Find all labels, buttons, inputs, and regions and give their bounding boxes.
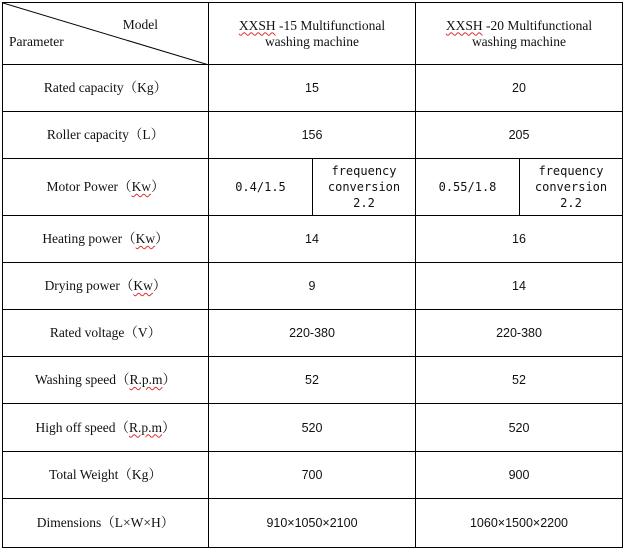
model-name-rest: -20 Multifunctional: [482, 17, 593, 33]
param-label: [3, 216, 209, 263]
param-label: Dimensions（L×W×H）: [3, 499, 209, 548]
model-header-xxsh-15: [209, 3, 416, 65]
table-row-motor-power: [3, 159, 623, 216]
freq-line-3: 2.2: [560, 196, 582, 210]
param-label-post: ）: [162, 372, 177, 387]
model-code: XXSH: [445, 17, 483, 33]
value-xxsh-20: 52: [416, 357, 623, 404]
model-code: XXSH: [238, 17, 276, 33]
param-label: Total Weight（Kg）: [3, 452, 209, 499]
model-name-rest: -15 Multifunctional: [275, 17, 386, 33]
table-row-roller-capacity: [3, 112, 623, 159]
model-header-xxsh-20: [416, 3, 623, 65]
value-xxsh-15: 9: [209, 263, 416, 310]
model-name-line-2: washing machine: [471, 33, 567, 49]
value-xxsh-20: 220-380: [416, 310, 623, 357]
param-label-pre: Washing speed（: [34, 372, 130, 387]
param-label: [3, 404, 209, 452]
specifications-table: [2, 2, 623, 548]
value-xxsh-20: 16: [416, 216, 623, 263]
table-row-dimensions: [3, 499, 623, 548]
value-xxsh-20: 205: [416, 112, 623, 159]
value-xxsh-15: 700: [209, 452, 416, 499]
motor-power-xxsh-15: 0.4/1.5: [209, 159, 313, 216]
table-row-heating-power: [3, 216, 623, 263]
param-label-pre: Heating power（: [42, 231, 136, 246]
param-label: Rated capacity（Kg）: [3, 65, 209, 112]
model-name-line-1: [416, 18, 622, 34]
value-xxsh-15: 520: [209, 404, 416, 452]
param-unit: R.p.m: [129, 372, 163, 387]
table-row-washing-speed: [3, 357, 623, 404]
freq-line-1: frequency: [331, 164, 397, 178]
param-label: Roller capacity（L）: [3, 112, 209, 159]
value-xxsh-15: 910×1050×2100: [209, 499, 416, 548]
param-label: [3, 357, 209, 404]
table-row-total-weight: [3, 452, 623, 499]
param-unit: Kw: [135, 231, 156, 246]
param-label-post: ）: [162, 419, 176, 435]
model-name-line-1: [209, 18, 415, 34]
param-label-post: ）: [151, 179, 165, 194]
param-label: [3, 159, 209, 216]
freq-line-3: 2.2: [353, 196, 375, 210]
frequency-conversion-xxsh-15: [313, 159, 416, 216]
param-label: Rated voltage（V）: [3, 310, 209, 357]
param-unit: Kw: [131, 179, 152, 194]
value-xxsh-20: 20: [416, 65, 623, 112]
motor-power-xxsh-20: 0.55/1.8: [416, 159, 520, 216]
frequency-conversion-xxsh-20: [520, 159, 623, 216]
value-xxsh-20: 14: [416, 263, 623, 310]
value-xxsh-20: 900: [416, 452, 623, 499]
param-unit: Kw: [133, 278, 153, 293]
diagonal-header-cell: [3, 3, 209, 65]
param-label-pre: Motor Power（: [46, 179, 132, 194]
param-label-pre: Drying power（: [44, 278, 134, 293]
value-xxsh-15: 156: [209, 112, 416, 159]
value-xxsh-15: 52: [209, 357, 416, 404]
param-label-pre: High off speed（: [35, 419, 129, 435]
value-xxsh-20: 1060×1500×2200: [416, 499, 623, 548]
table-row-high-off-speed: [3, 404, 623, 452]
value-xxsh-15: 220-380: [209, 310, 416, 357]
freq-line-2: conversion: [534, 180, 608, 194]
freq-line-2: conversion: [327, 180, 401, 194]
value-xxsh-20: 520: [416, 404, 623, 452]
table-row-drying-power: [3, 263, 623, 310]
param-label-post: ）: [152, 278, 167, 293]
param-label-post: ）: [155, 231, 169, 246]
table-row-rated-capacity: [3, 65, 623, 112]
param-unit: R.p.m: [128, 419, 162, 435]
parameter-label: Parameter: [9, 34, 64, 49]
value-xxsh-15: 15: [209, 65, 416, 112]
freq-line-1: frequency: [538, 164, 604, 178]
param-label: [3, 263, 209, 310]
header-row: [3, 3, 623, 65]
model-name-line-2: washing machine: [264, 33, 360, 49]
model-label: Model: [122, 17, 158, 32]
value-xxsh-15: 14: [209, 216, 416, 263]
table-row-rated-voltage: [3, 310, 623, 357]
